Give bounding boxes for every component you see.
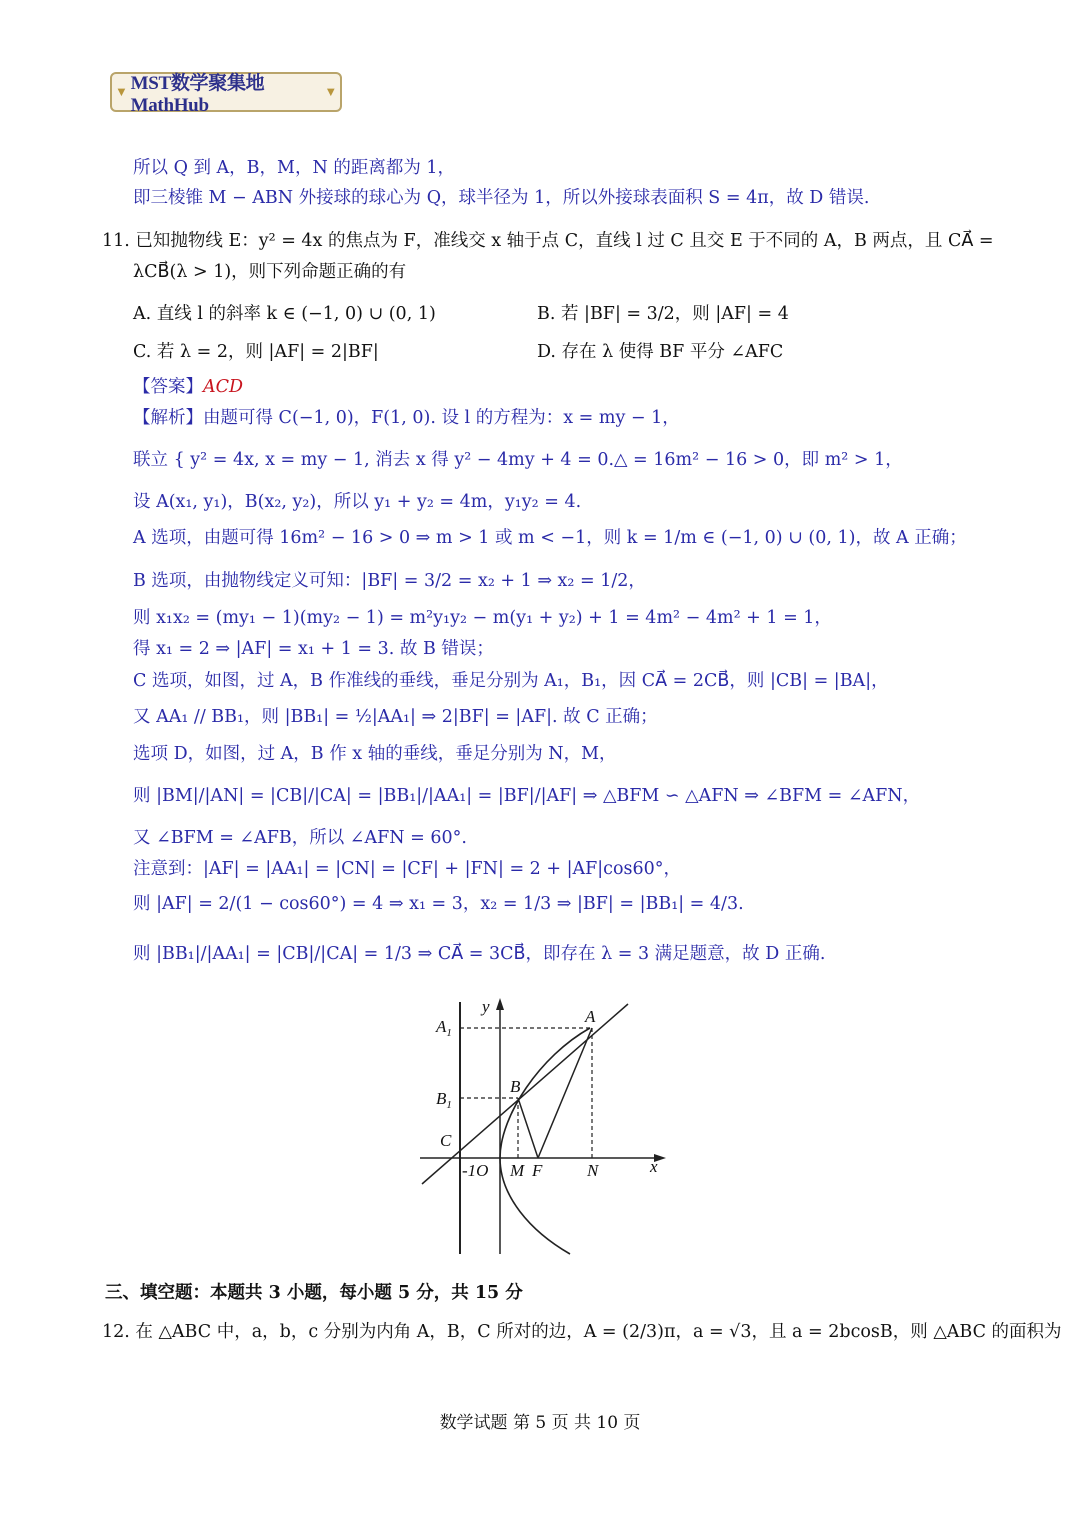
analysis-line <box>133 406 680 430</box>
solution-line: 则 x₁x₂ = (my₁ − 1)(my₂ − 1) = m²y₁y₂ − m(y₁ + y₂) + 1 = 4m² − 4m² + 1 = 1， <box>133 608 832 628</box>
label-B1: $B_1$ <box>436 1089 452 1111</box>
down-triangle-icon: ▼ <box>324 84 337 99</box>
analysis-text: 由题可得 C(−1, 0)，F(1, 0). 设 l 的方程为：x = my − 1， <box>203 408 680 428</box>
solution-line: 则 |AF| = 2/(1 − cos60°) = 4 ⇒ x₁ = 3，x₂ = 1/3 ⇒ |BF| = |BB₁| = 4/3. <box>133 894 744 914</box>
label-M: M <box>510 1161 525 1180</box>
question-11-text: 11. 已知抛物线 E：y² = 4x 的焦点为 F，准线交 x 轴于点 C，直线 l 过 C 且交 E 于不同的 A，B 两点，且 CA⃗ = <box>102 231 994 251</box>
answer-value: ACD <box>203 377 244 397</box>
segment-AF <box>538 1028 592 1158</box>
question-12-text: 12. 在 △ABC 中，a，b，c 分别为内角 A，B，C 所对的边，A = (2/3)π，a = √3，且 a = 2bcosB，则 △ABC 的面积为 <box>102 1322 1062 1342</box>
answer-label: 【答案】 <box>133 377 203 397</box>
answer-line <box>133 375 243 399</box>
solution-line: 即三棱锥 M − ABN 外接球的球心为 Q，球半径为 1，所以外接球表面积 S = 4π，故 D 错误. <box>133 188 870 208</box>
label-origin: -1O <box>462 1161 489 1180</box>
line-l <box>422 1004 628 1184</box>
solution-line: A 选项，由题可得 16m² − 16 > 0 ⇒ m > 1 或 m < −1，则 k = 1/m ∈ (−1, 0) ∪ (0, 1)，故 A 正确； <box>133 528 967 548</box>
option-a: A. 直线 l 的斜率 k ∈ (−1, 0) ∪ (0, 1) <box>133 304 436 324</box>
page-footer: 数学试题 第 5 页 共 10 页 <box>439 1413 641 1433</box>
analysis-label: 【解析】 <box>133 408 203 428</box>
parabola-figure <box>420 996 670 1258</box>
solution-line: C 选项，如图，过 A，B 作准线的垂线，垂足分别为 A₁，B₁，因 CA⃗ = 2CB⃗，则 |CB| = |BA|， <box>133 671 889 691</box>
section-heading: 三、填空题：本题共 3 小题，每小题 5 分，共 15 分 <box>105 1283 523 1303</box>
solution-line: 得 x₁ = 2 ⇒ |AF| = x₁ + 1 = 3. 故 B 错误； <box>133 639 494 659</box>
label-N: N <box>587 1161 599 1180</box>
label-x: x <box>650 1157 658 1176</box>
option-b: B. 若 |BF| = 3/2，则 |AF| = 4 <box>537 304 789 324</box>
solution-line: 则 |BM|/|AN| = |CB|/|CA| = |BB₁|/|AA₁| = |BF|/|AF| ⇒ △BFM ∽ △AFN ⇒ ∠BFM = ∠AFN， <box>133 786 921 806</box>
question-11-text: λCB⃗(λ > 1)，则下列命题正确的有 <box>133 262 407 282</box>
source-badge <box>110 72 342 116</box>
solution-line: B 选项，由抛物线定义可知：|BF| = 3/2 = x₂ + 1 ⇒ x₂ = 1/2， <box>133 571 646 591</box>
label-y: y <box>482 997 490 1016</box>
solution-line: 联立 { y² = 4x, x = my − 1, 消去 x 得 y² − 4my + 4 = 0.△ = 16m² − 16 > 0，即 m² > 1， <box>133 450 903 470</box>
y-axis-arrow-icon <box>496 998 504 1010</box>
solution-line: 设 A(x₁, y₁)，B(x₂, y₂)，所以 y₁ + y₂ = 4m，y₁y₂ = 4. <box>133 492 582 512</box>
solution-line: 又 ∠BFM = ∠AFB，所以 ∠AFN = 60°. <box>133 828 467 848</box>
option-d: D. 存在 λ 使得 BF 平分 ∠AFC <box>537 342 784 362</box>
label-C: C <box>440 1131 452 1150</box>
solution-line: 又 AA₁ // BB₁，则 |BB₁| = ½|AA₁| ⇒ 2|BF| = |AF|. 故 C 正确； <box>133 707 658 727</box>
segment-BF <box>518 1098 538 1158</box>
solution-line: 选项 D，如图，过 A，B 作 x 轴的垂线，垂足分别为 N，M， <box>133 744 617 764</box>
badge-text: MST数学聚集地MathHub <box>130 72 265 116</box>
solution-line: 所以 Q 到 A，B，M，N 的距离都为 1， <box>133 158 456 178</box>
solution-line: 注意到：|AF| = |AA₁| = |CN| = |CF| + |FN| = 2 + |AF|cos60°， <box>133 859 681 879</box>
solution-line: 则 |BB₁|/|AA₁| = |CB|/|CA| = 1/3 ⇒ CA⃗ = 3CB⃗，即存在 λ = 3 满足题意，故 D 正确. <box>133 944 826 964</box>
option-c: C. 若 λ = 2，则 |AF| = 2|BF| <box>133 342 379 362</box>
label-A: A <box>585 1007 596 1026</box>
label-B: B <box>510 1077 521 1096</box>
label-F: F <box>532 1161 543 1180</box>
down-triangle-icon: ▼ <box>115 84 128 99</box>
label-A1: $A_1$ <box>436 1017 452 1039</box>
